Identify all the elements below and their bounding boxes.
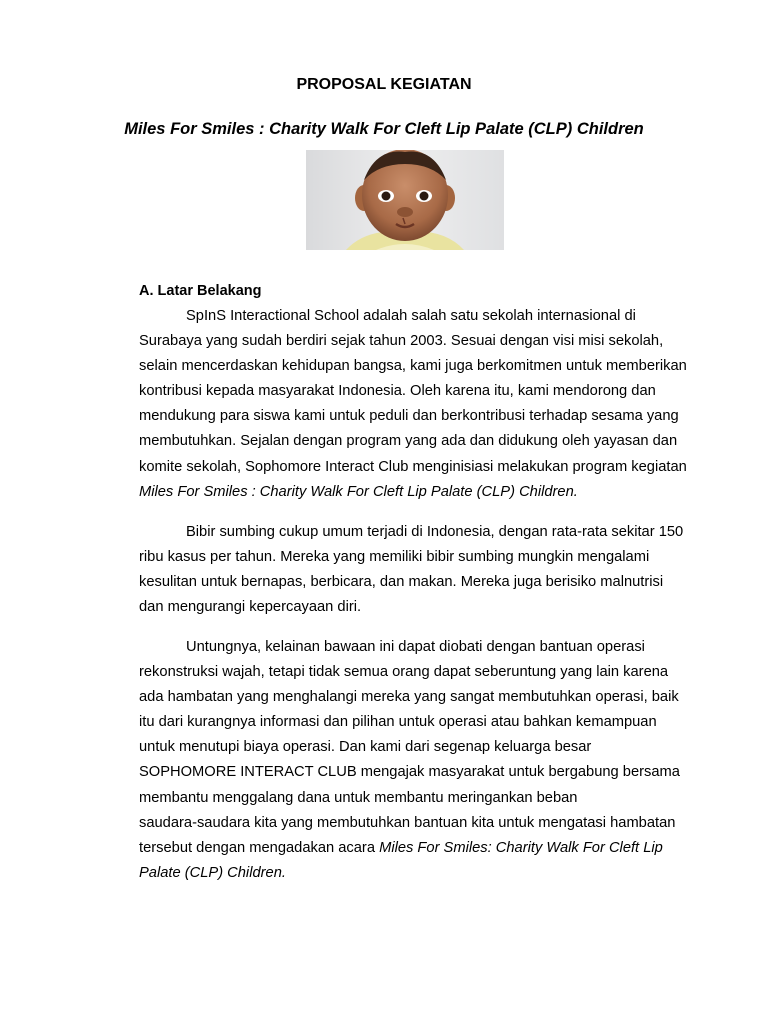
text-line: Surabaya yang sudah berdiri sejak tahun 2003. Sesuai dengan visi misi sekolah, [139,333,664,350]
text-line: selain mencerdaskan kehidupan bangsa, kami juga berkomitmen untuk memberikan [139,358,687,375]
text-line [139,836,729,861]
text-line: kontribusi kepada masyarakat Indonesia. Oleh karena itu, kami mendorong dan [139,383,656,400]
text-line-italic [139,861,729,886]
text-line: untuk menutupi biaya operasi. Dan kami dari segenap keluarga besar [139,739,592,756]
text-line: kesulitan untuk bernapas, berbicara, dan makan. Mereka juga berisiko malnutrisi [139,574,664,591]
text-line: ada hambatan yang menghalangi mereka yang sangat membutuhkan operasi, baik [139,689,679,706]
text-line: itu dari kurangnya informasi dan pilihan untuk operasi atau bahkan kemampuan [139,714,657,731]
baby-photo [306,150,504,250]
text-line: komite sekolah, Sophomore Interact Club menginisiasi melakukan program kegiatan [139,458,687,475]
text-line: mendukung para siswa kami untuk peduli dan berkontribusi terhadap sesama yang [139,408,679,425]
section-heading-latar-belakang: A. Latar Belakang [139,283,262,299]
text-line: saudara-saudara kita yang membutuhkan bantuan kita untuk mengatasi hambatan [139,814,676,831]
page-subtitle: Miles For Smiles : Charity Walk For Cleft Lip Palate (CLP) Children [124,120,644,138]
text-line: rekonstruksi wajah, tetapi tidak semua orang dapat seberuntung yang lain karena [139,664,669,681]
text-line: Untungnya, kelainan bawaan ini dapat diobati dengan bantuan operasi [186,639,645,655]
text-line: SpInS Interactional School adalah salah satu sekolah internasional di [186,308,636,324]
text-line: SOPHOMORE INTERACT CLUB mengajak masyarakat untuk bergabung bersama [139,764,680,781]
paragraph-2 [139,520,729,620]
page-title: PROPOSAL KEGIATAN [296,76,472,93]
text-line: membantu menggalang dana untuk membantu meringankan beban [139,789,578,806]
event-name: Miles For Smiles : Charity Walk For Cleft Lip Palate (CLP) Children. [139,483,578,500]
text-line: membutuhkan. Sejalan dengan program yang ada dan didukung oleh yayasan dan [139,433,678,450]
paragraph-3 [139,635,729,886]
event-name: Palate (CLP) Children. [139,864,286,881]
text-line: dan mengurangi kepercayaan diri. [139,599,362,616]
text-segment: tersebut dengan mengadakan acara [139,839,380,856]
text-line: Bibir sumbing cukup umum terjadi di Indonesia, dengan rata-rata sekitar 150 [186,524,684,540]
event-name: Miles For Smiles: Charity Walk For Cleft Lip [379,839,663,856]
text-line: ribu kasus per tahun. Mereka yang memiliki bibir sumbing mungkin mengalami [139,549,650,566]
text-line-italic [139,480,729,505]
paragraph-1 [139,304,729,505]
